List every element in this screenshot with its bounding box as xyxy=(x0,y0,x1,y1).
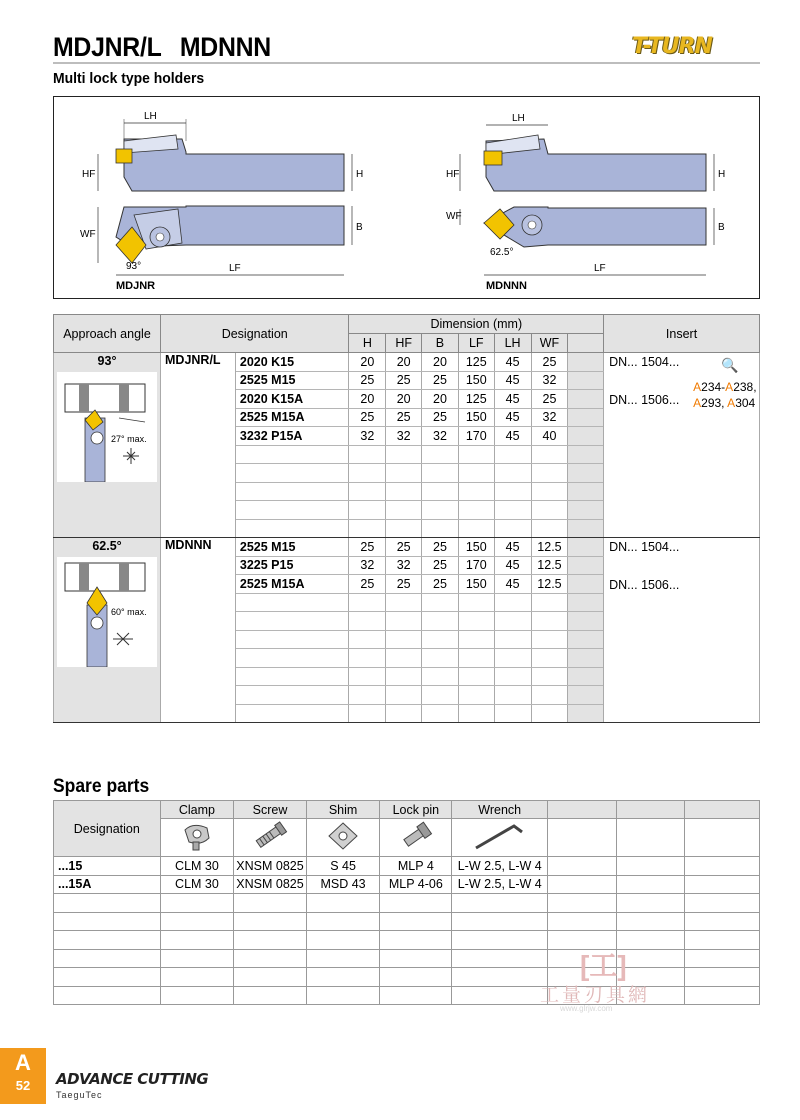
dim-b: 25 xyxy=(422,575,459,594)
dim-blank xyxy=(568,538,604,557)
insert-dn1506: DN... 1506... xyxy=(609,578,680,592)
ref-a: A xyxy=(725,380,734,394)
clamp-icon xyxy=(160,819,234,857)
header-shim: Shim xyxy=(306,801,380,819)
dim-lf: 150 xyxy=(458,408,494,427)
wrench-icon xyxy=(452,819,548,857)
blank-cell xyxy=(617,819,684,857)
feed-direction-icon xyxy=(113,633,133,645)
dim-lf: 150 xyxy=(458,575,494,594)
angle-left: 93° xyxy=(126,261,142,272)
ref-293: 293, xyxy=(701,396,728,410)
dim-lf: 150 xyxy=(458,371,494,390)
header-h: H xyxy=(349,334,386,353)
header-blank xyxy=(684,801,759,819)
feed-direction-icon xyxy=(123,448,139,464)
advance-cutting-logo: ADVANCE CUTTING xyxy=(56,1070,209,1088)
spare-wrench: L-W 2.5, L-W 4 xyxy=(452,857,548,876)
insert-cell-mdnnn xyxy=(604,538,760,723)
dim-wf-right: WF xyxy=(446,211,462,222)
dim-wf-left: WF xyxy=(80,229,96,240)
holder-dimension-table xyxy=(53,314,760,723)
approach-angle-93: 93° xyxy=(97,354,117,368)
designation: 2020 K15 xyxy=(235,353,349,372)
approach-angle-cell xyxy=(54,353,161,538)
dim-wf: 25 xyxy=(531,353,568,372)
page-number: 52 xyxy=(15,1078,31,1093)
designation: 2020 K15A xyxy=(235,390,349,409)
mdjnr-approach-icon xyxy=(57,372,157,482)
spare-shim: MSD 43 xyxy=(306,875,380,894)
insert-dn1504: DN... 1504... xyxy=(609,540,680,554)
dim-wf: 12.5 xyxy=(531,556,568,575)
header-clamp: Clamp xyxy=(160,801,234,819)
dim-blank xyxy=(568,390,604,409)
spare-lock-pin: MLP 4 xyxy=(380,857,452,876)
designation: 2525 M15 xyxy=(235,371,349,390)
header-designation: Designation xyxy=(54,801,161,857)
name-mdjnr: MDJNR xyxy=(116,280,156,292)
dim-hf: 32 xyxy=(386,556,422,575)
dim-h: 25 xyxy=(349,538,386,557)
insert-page-reference xyxy=(693,379,756,411)
watermark-logo-icon: [工] xyxy=(580,950,627,981)
ref-304: 304 xyxy=(735,396,756,410)
angle-right: 62.5° xyxy=(490,247,514,258)
dim-lh: 45 xyxy=(494,538,531,557)
dim-b: 25 xyxy=(422,371,459,390)
dim-blank xyxy=(568,408,604,427)
dim-lf-left: LF xyxy=(229,263,241,274)
table-row xyxy=(54,875,760,894)
designation: 2525 M15A xyxy=(235,408,349,427)
approach-angle-62-5: 62.5° xyxy=(92,539,122,553)
dim-hf: 20 xyxy=(386,390,422,409)
spare-lock-pin: MLP 4-06 xyxy=(380,875,452,894)
table-row xyxy=(54,353,760,372)
header-insert: Insert xyxy=(604,315,760,353)
dim-h: 32 xyxy=(349,427,386,446)
dim-lf: 150 xyxy=(458,538,494,557)
spare-parts-title: Spare parts xyxy=(53,776,150,797)
spare-screw: XNSM 0825 xyxy=(234,857,306,876)
header-lf: LF xyxy=(458,334,494,353)
designation: 2525 M15A xyxy=(235,575,349,594)
header-b: B xyxy=(422,334,459,353)
ref-a: A xyxy=(693,396,702,410)
header-lock-pin: Lock pin xyxy=(380,801,452,819)
dim-blank xyxy=(568,427,604,446)
dim-b: 25 xyxy=(422,556,459,575)
dim-hf: 25 xyxy=(386,538,422,557)
dim-h: 20 xyxy=(349,353,386,372)
dim-h-right: H xyxy=(718,169,726,180)
dim-b: 20 xyxy=(422,390,459,409)
dim-h: 25 xyxy=(349,408,386,427)
ref-a: A xyxy=(693,380,702,394)
dim-wf: 32 xyxy=(531,371,568,390)
mdnnn-top-view xyxy=(460,207,714,275)
dim-hf: 25 xyxy=(386,408,422,427)
dim-hf: 32 xyxy=(386,427,422,446)
insert-cell-mdjnr xyxy=(604,353,760,538)
max-angle-93: 27° max. xyxy=(111,434,147,444)
spare-shim: S 45 xyxy=(306,857,380,876)
dim-blank xyxy=(568,371,604,390)
header-wrench: Wrench xyxy=(452,801,548,819)
dim-hf-right: HF xyxy=(446,169,460,180)
dim-h-left: H xyxy=(356,169,364,180)
dim-lh: 45 xyxy=(494,353,531,372)
empty-row xyxy=(54,912,760,931)
dim-lf-right: LF xyxy=(594,263,606,274)
designation: 3232 P15A xyxy=(235,427,349,446)
blank-cell xyxy=(684,819,759,857)
dim-wf: 12.5 xyxy=(531,575,568,594)
dim-lh: 45 xyxy=(494,427,531,446)
series-mdnnn: MDNNN xyxy=(161,538,236,723)
dim-lf: 170 xyxy=(458,427,494,446)
watermark-url: www.glrjw.com xyxy=(560,1004,613,1013)
lock-pin-icon xyxy=(380,819,452,857)
dim-lf: 125 xyxy=(458,353,494,372)
header-blank xyxy=(548,801,617,819)
dim-lh-right: LH xyxy=(512,113,525,124)
header-blank xyxy=(617,801,684,819)
header-lh: LH xyxy=(494,334,531,353)
series-mdjnr: MDJNR/L xyxy=(161,353,236,538)
dim-b: 20 xyxy=(422,353,459,372)
dim-blank xyxy=(568,353,604,372)
title-rule xyxy=(53,62,760,64)
taegutec-label: TaeguTec xyxy=(56,1090,103,1100)
dim-blank xyxy=(568,556,604,575)
dim-lh: 45 xyxy=(494,575,531,594)
section-letter: A xyxy=(15,1050,31,1075)
magnifier-icon: 🔍 xyxy=(721,357,739,373)
dim-h: 25 xyxy=(349,575,386,594)
insert-dn1506: DN... 1506... xyxy=(609,393,680,407)
dim-lh: 45 xyxy=(494,408,531,427)
table-row xyxy=(54,857,760,876)
dim-wf: 40 xyxy=(531,427,568,446)
header-wf: WF xyxy=(531,334,568,353)
dim-h: 20 xyxy=(349,390,386,409)
screw-icon xyxy=(234,819,306,857)
name-mdnnn: MDNNN xyxy=(486,280,527,292)
header-dimension: Dimension (mm) xyxy=(349,315,604,334)
header-blank xyxy=(568,334,604,353)
dim-b: 25 xyxy=(422,408,459,427)
dim-hf: 20 xyxy=(386,353,422,372)
spare-wrench: L-W 2.5, L-W 4 xyxy=(452,875,548,894)
page-subtitle: Multi lock type holders xyxy=(53,70,205,87)
spare-screw: XNSM 0825 xyxy=(234,875,306,894)
dim-b: 25 xyxy=(422,538,459,557)
dim-lh-left: LH xyxy=(144,111,157,122)
table-row xyxy=(54,538,760,557)
header-screw: Screw xyxy=(234,801,306,819)
max-angle-62-5: 60° max. xyxy=(111,607,147,617)
empty-row xyxy=(54,968,760,987)
blank-cell xyxy=(548,819,617,857)
mdnnn-approach-icon xyxy=(57,557,157,667)
dim-wf: 32 xyxy=(531,408,568,427)
ref-238: 238, xyxy=(733,380,757,394)
empty-row xyxy=(54,894,760,913)
title-mdjnr: MDJNR/L xyxy=(53,32,162,62)
shim-icon xyxy=(306,819,380,857)
dim-wf: 12.5 xyxy=(531,538,568,557)
watermark: 工量刃具網 xyxy=(540,985,651,1006)
empty-row xyxy=(54,931,760,950)
approach-angle-cell xyxy=(54,538,161,723)
dim-lh: 45 xyxy=(494,556,531,575)
dim-lh: 45 xyxy=(494,390,531,409)
insert-dn1504: DN... 1504... xyxy=(609,355,680,369)
dim-b-right: B xyxy=(718,222,725,233)
empty-row xyxy=(54,986,760,1005)
dim-lf: 170 xyxy=(458,556,494,575)
spare-parts-table xyxy=(53,800,760,1005)
holder-diagram xyxy=(53,96,760,299)
dim-h: 25 xyxy=(349,371,386,390)
spare-clamp: CLM 30 xyxy=(160,875,234,894)
ref-234: 234- xyxy=(701,380,726,394)
header-designation: Designation xyxy=(161,315,349,353)
mdnnn-side-view xyxy=(460,125,714,191)
ref-a: A xyxy=(727,396,736,410)
spare-designation: ...15 xyxy=(54,857,161,876)
empty-row xyxy=(54,949,760,968)
mdjnr-side-view xyxy=(98,119,352,191)
page-tab xyxy=(0,1048,46,1104)
spare-designation: ...15A xyxy=(54,875,161,894)
designation: 2525 M15 xyxy=(235,538,349,557)
page-title xyxy=(53,32,271,63)
dim-b-left: B xyxy=(356,222,363,233)
designation: 3225 P15 xyxy=(235,556,349,575)
spare-clamp: CLM 30 xyxy=(160,857,234,876)
dim-blank xyxy=(568,575,604,594)
title-mdnnn: MDNNN xyxy=(179,32,271,62)
dim-b: 32 xyxy=(422,427,459,446)
header-hf: HF xyxy=(386,334,422,353)
dim-hf: 25 xyxy=(386,575,422,594)
header-approach-angle: Approach angle xyxy=(54,315,161,353)
t-turn-logo: T-TURN xyxy=(632,34,712,59)
dim-h: 32 xyxy=(349,556,386,575)
dim-hf: 25 xyxy=(386,371,422,390)
dim-lh: 45 xyxy=(494,371,531,390)
dim-lf: 125 xyxy=(458,390,494,409)
dim-hf-left: HF xyxy=(82,169,96,180)
dim-wf: 25 xyxy=(531,390,568,409)
